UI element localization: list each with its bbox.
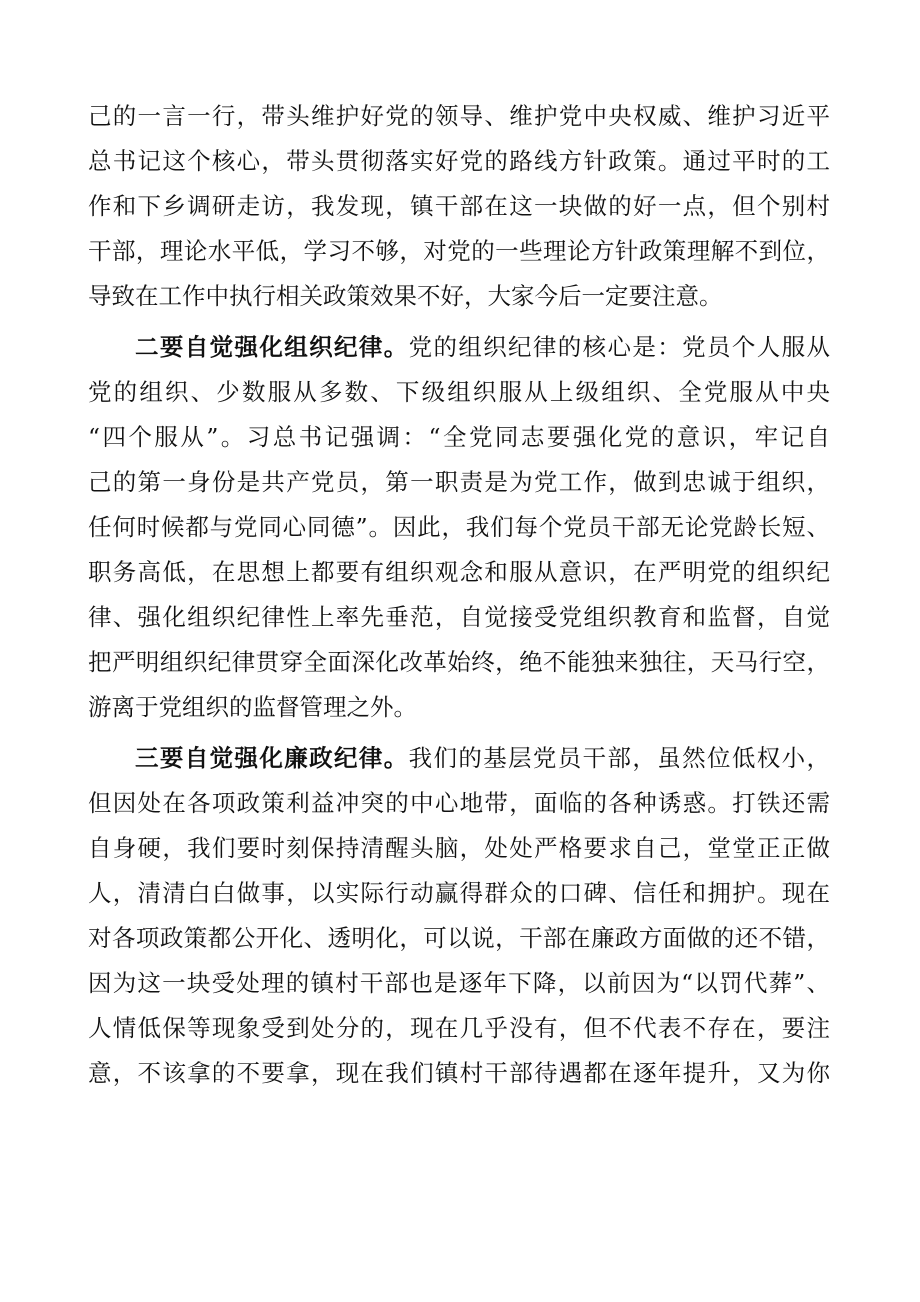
text-line: 作和下乡调研走访，我发现，镇干部在这一块做的好一点，但个别村 [88, 192, 830, 220]
paragraph-1 [88, 94, 830, 319]
text-line: 导致在工作中执行相关政策效果不好，大家今后一定要注意。 [88, 282, 723, 310]
paragraph-first-line [88, 325, 830, 370]
text-line: 任何时候都与党同心同德”。因此，我们每个党员干部无论党龄长短、 [88, 513, 830, 541]
text-segment: 党的组织纪律的核心是：党员个人服从 [408, 333, 831, 361]
text-line: 人情低保等现象受到处分的，现在几乎没有，但不代表不存在，要注 [88, 1014, 830, 1042]
document-body [88, 94, 830, 1096]
text-line: 己的一言一行，带头维护好党的领导、维护党中央权威、维护习近平 [88, 102, 830, 130]
text-line: 意，不该拿的不要拿，现在我们镇村干部待遇都在逐年提升，又为你 [88, 1059, 830, 1087]
text-line: 人，清清白白做事，以实际行动赢得群众的口碑、信任和拥护。现在 [88, 879, 830, 907]
text-line: 把严明组织纪律贯穿全面深化改革始终，绝不能独来独往，天马行空， [88, 648, 830, 676]
text-line: 律、强化组织纪律性上率先垂范，自觉接受党组织教育和监督，自觉 [88, 603, 830, 631]
text-line: 因为这一块受处理的镇村干部也是逐年下降，以前因为“以罚代葬”、 [88, 969, 830, 997]
text-line: 总书记这个核心，带头贯彻落实好党的路线方针政策。通过平时的工 [88, 147, 830, 175]
text-line: 党的组织、少数服从多数、下级组织服从上级组织、全党服从中央 [88, 378, 830, 406]
text-line: “四个服从”。习总书记强调：“全党同志要强化党的意识，牢记自 [88, 423, 830, 451]
text-line: 但因处在各项政策利益冲突的中心地带，面临的各种诱惑。打铁还需 [88, 789, 830, 817]
text-line: 自身硬，我们要时刻保持清醒头脑，处处严格要求自己，堂堂正正做 [88, 834, 830, 862]
text-line: 职务高低，在思想上都要有组织观念和服从意识，在严明党的组织纪 [88, 558, 830, 586]
text-line: 对各项政策都公开化、透明化，可以说，干部在廉政方面做的还不错， [88, 924, 830, 952]
paragraph-3 [88, 736, 830, 1096]
text-segment: 我们的基层党员干部，虽然位低权小， [408, 744, 831, 772]
paragraph-first-line [88, 736, 830, 781]
paragraph-heading: 二要自觉强化组织纪律。 [135, 333, 409, 361]
paragraph-2 [88, 325, 830, 730]
paragraph-heading: 三要自觉强化廉政纪律。 [135, 744, 409, 772]
text-line: 己的第一身份是共产党员，第一职责是为党工作，做到忠诚于组织， [88, 468, 830, 496]
text-line: 干部，理论水平低，学习不够，对党的一些理论方针政策理解不到位， [88, 237, 830, 265]
text-line: 游离于党组织的监督管理之外。 [88, 693, 417, 721]
